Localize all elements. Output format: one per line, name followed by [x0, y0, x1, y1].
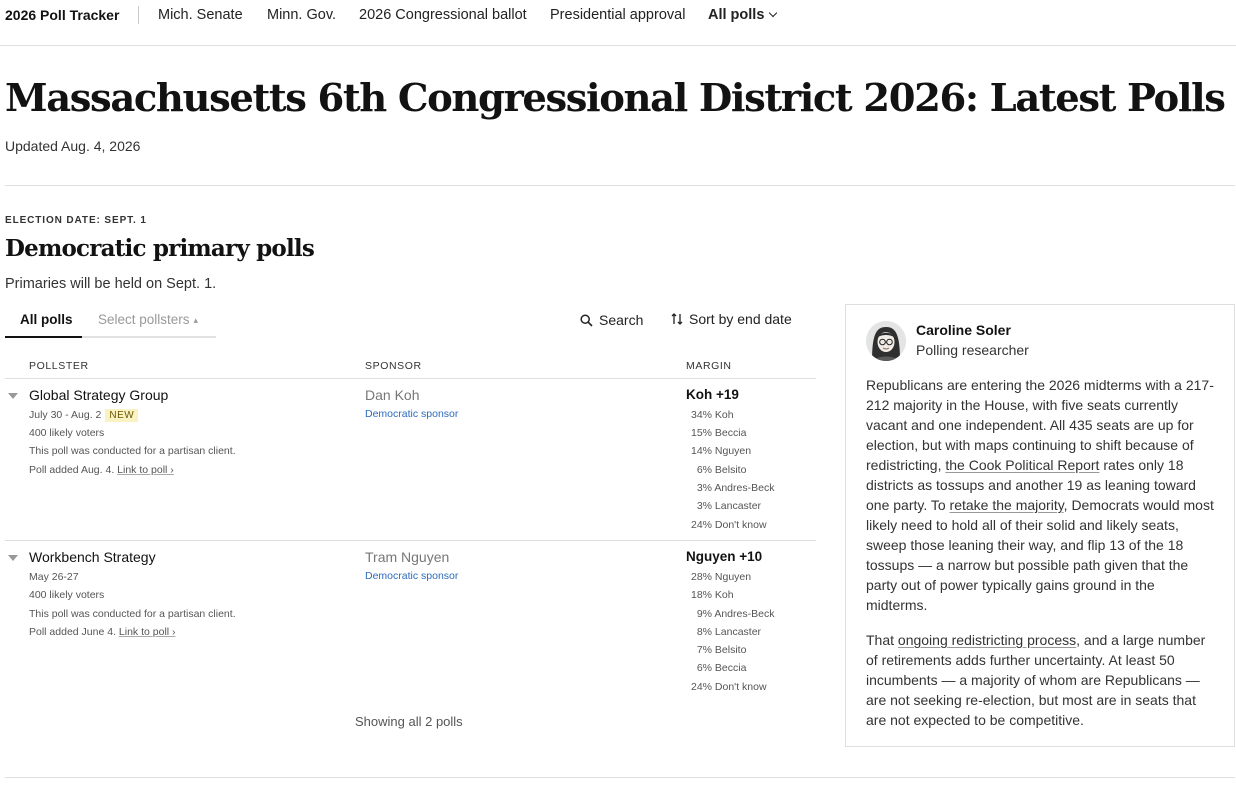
poll-dates: May 26-27 [29, 571, 79, 583]
result-candidate: Koh [714, 589, 734, 601]
search-button[interactable] [580, 312, 643, 328]
result-pct: 24% [690, 681, 712, 693]
nav-brand[interactable]: 2026 Poll Tracker [5, 7, 120, 23]
p1-text-b: rates only 18 districts as tossups and another 19 as leaning toward one party. To [866, 457, 1196, 513]
result-pct: 9% [696, 608, 712, 620]
top-nav [0, 0, 1236, 46]
result-pct: 3% [696, 482, 712, 494]
result-line [686, 519, 767, 531]
result-pct: 7% [696, 644, 712, 656]
result-candidate: Andres-Beck [714, 608, 775, 620]
result-candidate: Beccia [714, 662, 747, 674]
search-icon [580, 314, 593, 327]
result-line [686, 608, 774, 620]
result-pct: 6% [696, 464, 712, 476]
analysis-paragraph-2 [866, 630, 1216, 730]
result-line [686, 482, 774, 494]
page-title: Massachusetts 6th Congressional District 2026: Latest Polls [5, 76, 1225, 121]
nav-all-polls-label: All polls [708, 7, 765, 23]
result-candidate: Andres-Beck [714, 482, 775, 494]
poll-dates-text: July 30 - Aug. 2 [29, 409, 102, 421]
poll-dates [29, 409, 138, 421]
sponsor-name: Dan Koh [365, 387, 420, 403]
sort-arrows-icon: ▴ [193, 315, 199, 325]
pollster-name: Workbench Strategy [29, 549, 156, 565]
table-row [5, 541, 816, 703]
showing-count: Showing all 2 polls [355, 714, 463, 729]
new-badge: NEW [105, 409, 138, 422]
p1-text-c: , Democrats would most likely need to hold all of their solid and likely seats, sweep those leaning their way, and flip 13 of the 18 tossups — a narrow but possible path given that the party out of power typically gains ground in the midterms. [866, 497, 1214, 613]
polls-table [5, 358, 816, 703]
nav-link-presidential-approval[interactable]: Presidential approval [550, 7, 686, 23]
pollster-name: Global Strategy Group [29, 387, 169, 403]
poll-added-text: Poll added Aug. 4. [29, 464, 115, 476]
result-pct: 8% [696, 626, 712, 638]
header-pollster: POLLSTER [29, 360, 89, 372]
nav-link-minn-gov[interactable]: Minn. Gov. [267, 7, 337, 23]
poll-added [29, 626, 176, 638]
p2-text-b: , and a large number of retirements adds further uncertainty. At least 50 incumbents — a majority of whom are Republicans — are not seeking re-election, but most are in seats that are not expected to be competitive. [866, 632, 1206, 728]
result-line [686, 409, 734, 421]
result-line [686, 500, 761, 512]
divider [5, 185, 1235, 186]
result-candidate: Don't know [714, 519, 767, 531]
poll-note: This poll was conducted for a partisan client. [29, 445, 236, 457]
retake-majority-link[interactable]: retake the majority [949, 497, 1064, 513]
result-pct: 6% [696, 662, 712, 674]
p1-text-a: Republicans are entering the 2026 midterms with a 217-212 majority in the House, with five seats currently vacant and one independent. All 435 seats are up for election, but with maps continuing to shift because of redistricting, [866, 377, 1214, 473]
redistricting-link[interactable]: ongoing redistricting process [897, 632, 1077, 648]
result-candidate: Belsito [714, 464, 747, 476]
result-line [686, 589, 734, 601]
chevron-down-icon [769, 9, 777, 17]
result-pct: 24% [690, 519, 712, 531]
result-pct: 28% [690, 571, 712, 583]
result-line [686, 681, 767, 693]
link-to-poll[interactable]: Link to poll › [117, 464, 174, 476]
search-label: Search [599, 312, 644, 328]
result-candidate: Lancaster [714, 500, 762, 512]
result-pct: 3% [696, 500, 712, 512]
result-pct: 18% [690, 589, 712, 601]
tab-all-polls[interactable]: All polls [5, 304, 82, 338]
poll-sample: 400 likely voters [29, 427, 105, 439]
result-candidate: Don't know [714, 681, 767, 693]
header-sponsor: SPONSOR [365, 360, 422, 372]
result-candidate: Beccia [714, 427, 747, 439]
result-line [686, 644, 746, 656]
link-to-poll[interactable]: Link to poll › [118, 626, 176, 638]
result-line [686, 662, 746, 674]
analyst-name: Caroline Soler [916, 322, 1011, 338]
section-subtitle: Primaries will be held on Sept. 1. [5, 276, 217, 292]
result-line [686, 626, 761, 638]
nav-link-congressional-ballot[interactable]: 2026 Congressional ballot [359, 7, 527, 23]
poll-margin: Koh +19 [686, 387, 739, 402]
sort-button[interactable] [671, 311, 792, 327]
tab-select-pollsters[interactable] [98, 312, 198, 327]
section-title: Democratic primary polls [5, 235, 314, 262]
result-candidate: Nguyen [714, 571, 752, 583]
poll-note: This poll was conducted for a partisan client. [29, 608, 236, 620]
result-line [686, 464, 746, 476]
sort-label: Sort by end date [689, 311, 792, 327]
result-candidate: Nguyen [714, 445, 752, 457]
nav-divider [138, 6, 139, 24]
avatar-portrait-icon [866, 321, 906, 361]
sort-icon [671, 312, 683, 326]
analysis-paragraph-1 [866, 375, 1216, 615]
avatar [866, 321, 906, 361]
poll-added [29, 464, 174, 476]
poll-sample: 400 likely voters [29, 589, 105, 601]
expand-caret-icon[interactable] [8, 393, 18, 399]
result-line [686, 445, 751, 457]
result-pct: 14% [690, 445, 712, 457]
sponsor-type: Democratic sponsor [365, 570, 459, 582]
result-candidate: Belsito [714, 644, 747, 656]
table-row [5, 379, 816, 541]
divider [5, 777, 1235, 778]
result-candidate: Koh [714, 409, 734, 421]
poll-added-text: Poll added June 4. [29, 626, 116, 638]
cook-political-report-link[interactable]: the Cook Political Report [945, 457, 1100, 473]
result-line [686, 571, 751, 583]
analyst-role: Polling researcher [916, 342, 1029, 358]
poll-margin: Nguyen +10 [686, 549, 763, 564]
result-pct: 15% [690, 427, 712, 439]
sponsor-type: Democratic sponsor [365, 408, 459, 420]
header-margin: MARGIN [686, 360, 732, 372]
election-date-label: ELECTION DATE: SEPT. 1 [5, 215, 147, 226]
tab-select-pollsters-label: Select pollsters [98, 312, 190, 327]
result-pct: 34% [690, 409, 712, 421]
sponsor-name: Tram Nguyen [365, 549, 450, 565]
filter-tabs [5, 304, 216, 338]
result-line [686, 427, 746, 439]
nav-link-mich-senate[interactable]: Mich. Senate [158, 7, 243, 23]
nav-all-polls-dropdown[interactable] [708, 7, 776, 23]
p2-text-a: That [866, 632, 898, 648]
analyst-card [845, 304, 1235, 747]
expand-caret-icon[interactable] [8, 555, 18, 561]
result-candidate: Lancaster [714, 626, 762, 638]
table-header [5, 358, 816, 379]
updated-date: Updated Aug. 4, 2026 [5, 138, 141, 154]
